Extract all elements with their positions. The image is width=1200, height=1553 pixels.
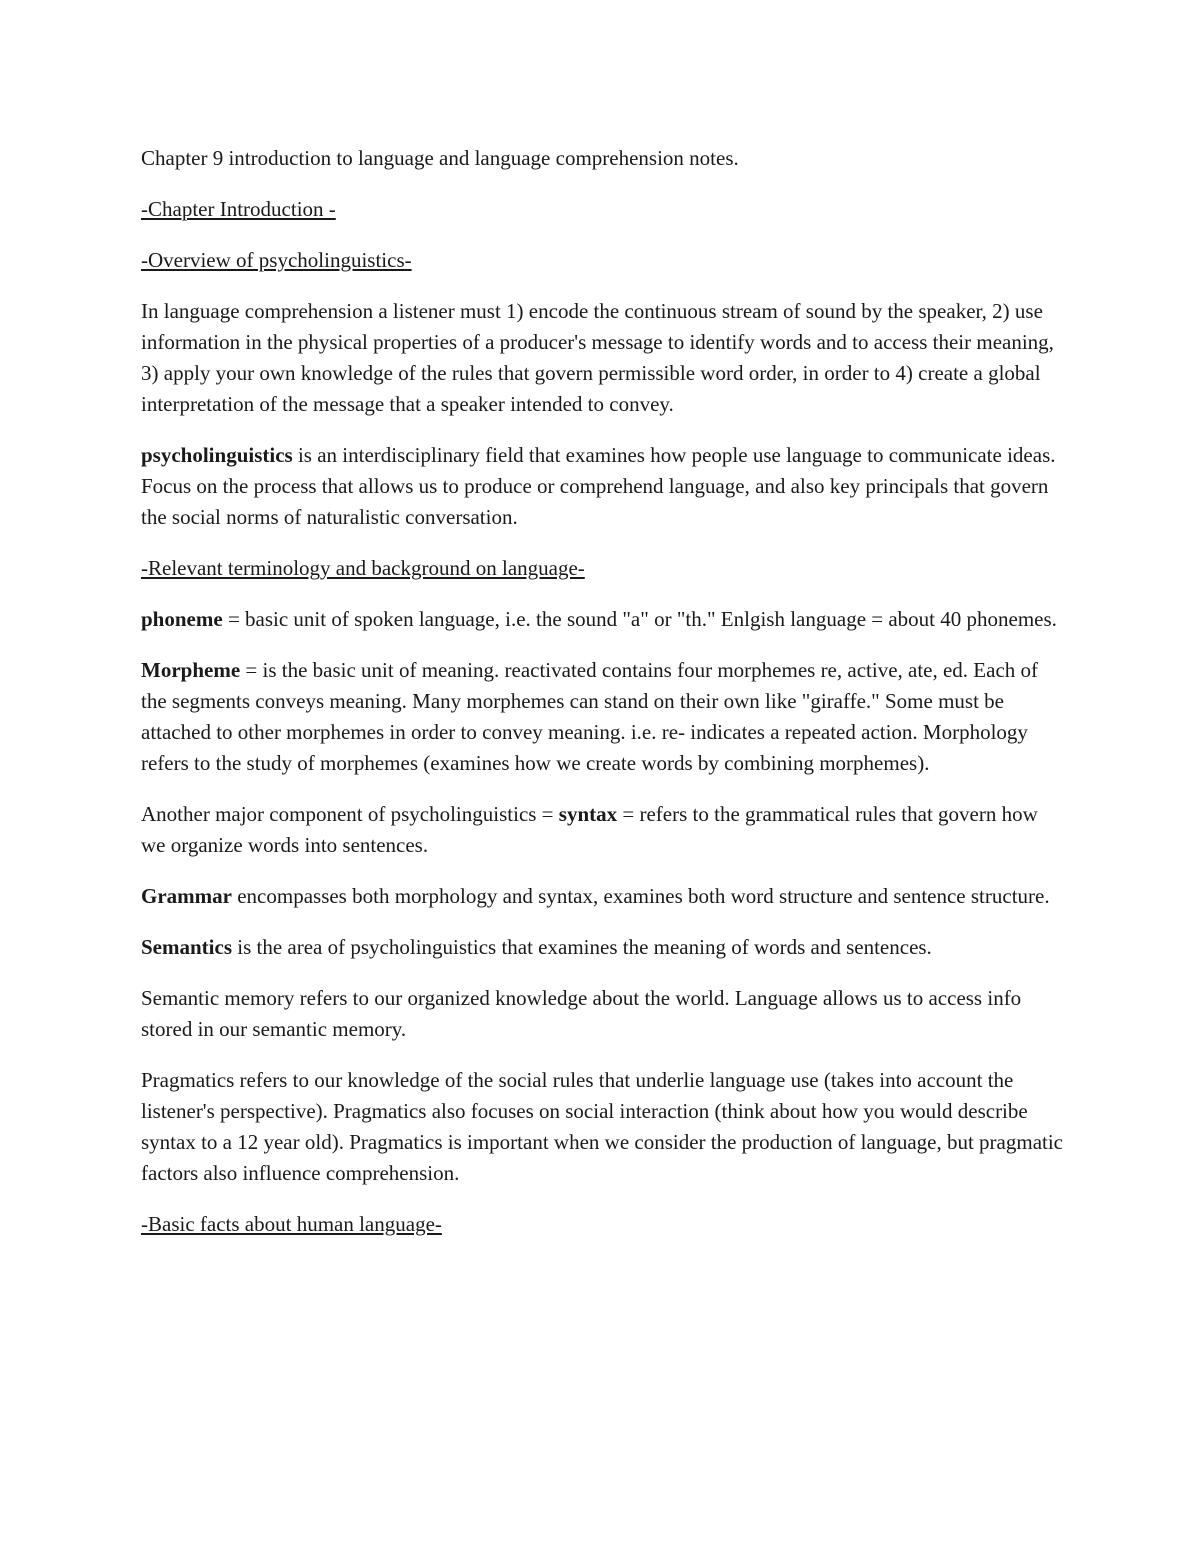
term-phoneme: phoneme: [141, 607, 223, 631]
definition-text: = basic unit of spoken language, i.e. the sound "a" or "th." Enlgish language = about 40 phonemes.: [222, 607, 1057, 631]
term-psycholinguistics: psycholinguistics: [141, 443, 293, 467]
paragraph-psycholinguistics: [141, 440, 1063, 533]
document-body: [141, 143, 1063, 1260]
definition-text: = refers to the grammatical rules that govern how we organize words into sentences.: [141, 802, 1038, 857]
term-syntax: syntax: [558, 802, 618, 826]
section-heading-basic-facts: [141, 1209, 1063, 1240]
paragraph-language-comprehension: In language comprehension a listener must 1) encode the continuous stream of sound by the speaker, 2) use information in the physical properties of a producer's message to identify words and to access their meaning, 3) apply your own knowledge of the rules that govern permissible word order, in order to 4) create a global interpretation of the message that a speaker intended to convey.: [141, 299, 1054, 416]
term-morpheme: Morpheme: [141, 658, 241, 682]
paragraph-pragmatics: Pragmatics refers to our knowledge of the social rules that underlie language use (takes into account the listener's perspective). Pragmatics also focuses on social interaction (think about how you would describe syntax to a 12 year old). Pragmatics is important when we consider the production of language, but pragmatic factors also influence comprehension.: [141, 1068, 1064, 1185]
paragraph-grammar: [141, 881, 1063, 912]
document-title: Chapter 9 introduction to language and language comprehension notes.: [141, 146, 739, 170]
paragraph-phoneme: [141, 604, 1063, 635]
syntax-lead-text: Another major component of psycholinguistics =: [141, 802, 559, 826]
heading-text: -Chapter Introduction -: [141, 197, 336, 221]
heading-text: -Basic facts about human language-: [141, 1212, 442, 1236]
paragraph-semantics: [141, 932, 1063, 963]
definition-text: is an interdisciplinary field that examines how people use language to communicate ideas. Focus on the process that allows us to produce or comprehend language, and also key principals that govern the social norms of naturalistic conversation.: [141, 443, 1056, 529]
section-heading-overview: [141, 245, 1063, 276]
definition-text: = is the basic unit of meaning. reactivated contains four morphemes re, active, ate, ed. Each of the segments conveys meaning. Many morphemes can stand on their own like "giraffe." Some must be attached to other morphemes in order to convey meaning. i.e. re- indicates a repeated action. Morphology refers to the study of morphemes (examines how we create words by combining morphemes).: [141, 658, 1039, 775]
term-semantics: Semantics: [141, 935, 232, 959]
definition-text: encompasses both morphology and syntax, examines both word structure and sentence structure.: [231, 884, 1050, 908]
paragraph-semantic-memory: Semantic memory refers to our organized knowledge about the world. Language allows us to access info stored in our semantic memory.: [141, 986, 1022, 1041]
term-grammar: Grammar: [141, 884, 232, 908]
section-heading-terminology: [141, 553, 1063, 584]
paragraph-morpheme: [141, 655, 1063, 779]
paragraph-syntax: [141, 799, 1063, 861]
definition-text: is the area of psycholinguistics that examines the meaning of words and sentences.: [232, 935, 932, 959]
section-heading-chapter-introduction: [141, 194, 1063, 225]
heading-text: -Overview of psycholinguistics-: [141, 248, 412, 272]
heading-text: -Relevant terminology and background on language-: [141, 556, 585, 580]
